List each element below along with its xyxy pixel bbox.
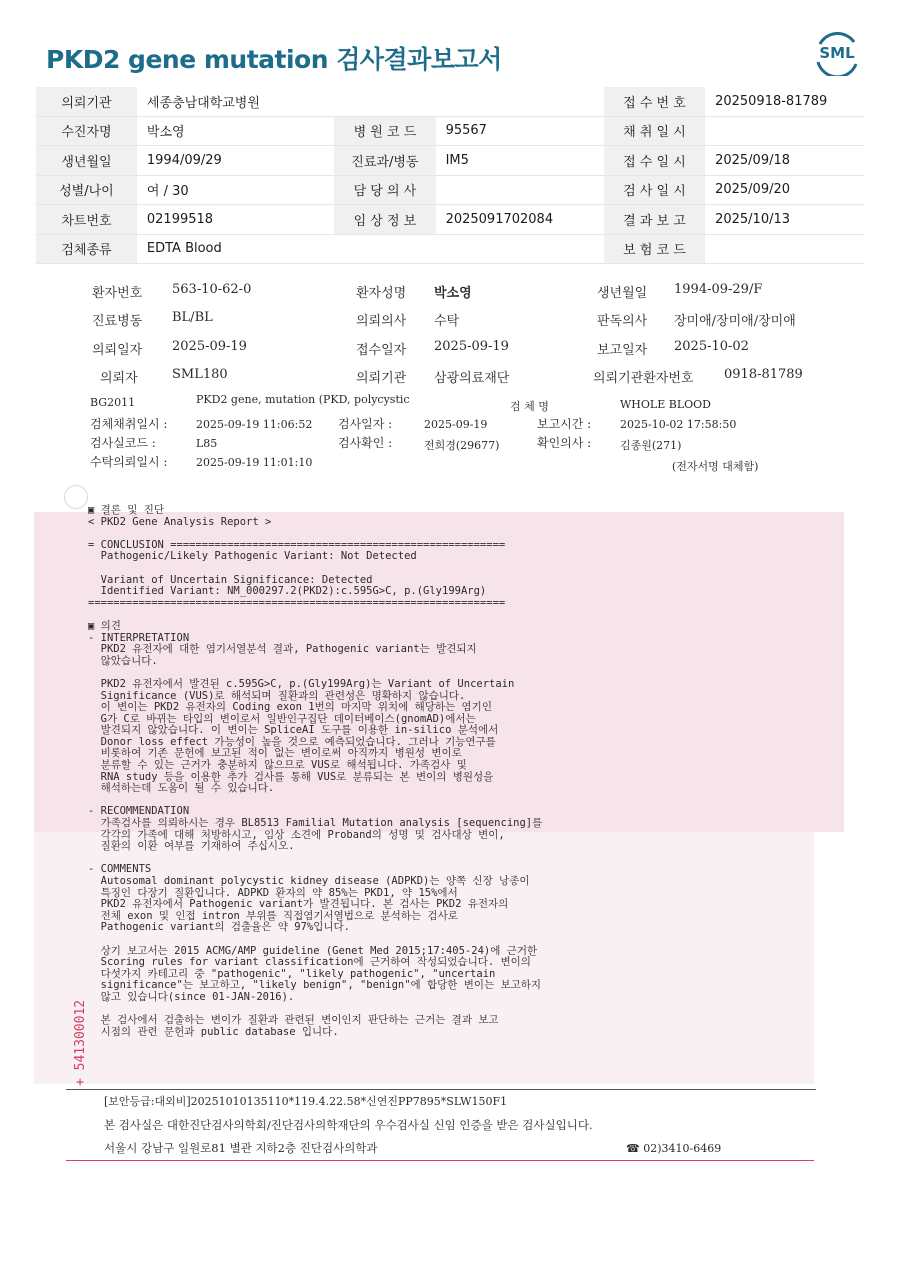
spec-value-4: L85 — [196, 437, 218, 450]
patient-value-r3c1: 2025-09-19 — [172, 339, 247, 354]
spec-value-2: 2025-09-19 — [424, 418, 488, 431]
header-row — [36, 175, 864, 205]
header-label: 의뢰기관 — [36, 87, 137, 116]
header-row — [36, 146, 864, 176]
header-row — [36, 87, 864, 116]
punch-hole — [64, 485, 88, 509]
spec-value-3: 2025-10-02 17:58:50 — [620, 418, 737, 431]
header-label: 접 수 번 호 — [604, 87, 705, 116]
sml-logo — [812, 30, 862, 76]
spec-label-6: 확인의사 : — [537, 436, 592, 450]
logo-text: SML — [819, 44, 855, 62]
certification-text: 본 검사실은 대한진단검사의학회/진단검사의학재단의 우수검사실 신임 인증을 받은 검사실입니다. — [104, 1118, 593, 1132]
header-value: 2025091702084 — [436, 205, 604, 235]
header-table — [36, 87, 864, 264]
patient-value-r4c1: SML180 — [172, 367, 228, 382]
header-value: 여 / 30 — [137, 175, 334, 205]
spec-value-7: 2025-09-19 11:01:10 — [196, 456, 313, 469]
header-value — [705, 234, 864, 264]
header-value — [436, 175, 604, 205]
header-label: 검 사 일 시 — [604, 175, 705, 205]
e-signature-note: (전자서명 대체함) — [672, 460, 759, 473]
patient-value-r1c2: 박소영 — [434, 286, 472, 301]
patient-value-r2c3: 장미애/장미애/장미애 — [674, 314, 796, 329]
header-value: 95567 — [436, 116, 604, 146]
header-label: 담 당 의 사 — [334, 175, 435, 205]
lab-phone: ☎ 02)3410-6469 — [626, 1142, 722, 1155]
patient-label-r1c1: 환자번호 — [92, 286, 143, 301]
header-label: 차트번호 — [36, 205, 137, 235]
patient-label-r3c2: 접수일자 — [356, 343, 407, 358]
security-line: [보안등급:대외비]20251010135110*119.4.22.58*신연진PP7895*SLW150F1 — [104, 1095, 508, 1108]
spec-value-1: 2025-09-19 11:06:52 — [196, 418, 313, 431]
spec-label-1: 검체채취일시 : — [90, 417, 168, 431]
header-label: 검체종류 — [36, 234, 137, 264]
test-name: PKD2 gene, mutation (PKD, polycystic — [196, 393, 410, 406]
header-value: 세종충남대학교병원 — [137, 87, 334, 116]
lab-address: 서울시 강남구 일원로81 별관 지하2층 진단검사의학과 — [104, 1141, 378, 1155]
side-number-text: + 541300012 — [73, 999, 88, 1086]
spec-label-5: 검사확인 : — [338, 436, 393, 450]
sample-label: 검 체 명 — [510, 400, 549, 413]
patient-label-r3c3: 보고일자 — [597, 343, 648, 358]
sample-value: WHOLE BLOOD — [620, 398, 711, 411]
header-value: 02199518 — [137, 205, 334, 235]
header-row — [36, 205, 864, 235]
patient-label-r2c2: 의뢰의사 — [356, 314, 407, 329]
patient-value-r4c2: 삼광의료재단 — [434, 371, 510, 386]
header-label — [334, 234, 435, 264]
page-title: PKD2 gene mutation 검사결과보고서 — [46, 45, 502, 74]
patient-value-r4c3: 0918-81789 — [724, 367, 803, 382]
patient-label-r1c3: 생년월일 — [597, 286, 648, 301]
spec-value-6: 김종원(271) — [620, 439, 682, 452]
header-label: 임 상 정 보 — [334, 205, 435, 235]
header-value: 1994/09/29 — [137, 146, 334, 176]
patient-label-r4c1: 의뢰자 — [100, 371, 138, 386]
header-row — [36, 234, 864, 264]
footer-divider — [66, 1089, 816, 1090]
patient-label-r1c2: 환자성명 — [356, 286, 407, 301]
spec-label-2: 검사일자 : — [338, 417, 393, 431]
test-code: BG2011 — [90, 396, 136, 409]
spec-label-3: 보고시간 : — [537, 417, 592, 431]
header-value — [705, 116, 864, 146]
patient-label-r4c3: 의뢰기관환자번호 — [593, 371, 694, 386]
header-value: 2025/09/20 — [705, 175, 864, 205]
header-label: 결 과 보 고 — [604, 205, 705, 235]
header-row — [36, 116, 864, 146]
patient-label-r2c1: 진료병동 — [92, 314, 143, 329]
patient-label-r3c1: 의뢰일자 — [92, 343, 143, 358]
patient-label-r2c3: 판독의사 — [597, 314, 648, 329]
header-label: 접 수 일 시 — [604, 146, 705, 176]
patient-value-r1c3: 1994-09-29/F — [674, 282, 763, 297]
patient-value-r3c2: 2025-09-19 — [434, 339, 509, 354]
header-label: 생년월일 — [36, 146, 137, 176]
header-value — [436, 234, 604, 264]
patient-value-r2c1: BL/BL — [172, 310, 213, 325]
header-value: 2025/09/18 — [705, 146, 864, 176]
header-label: 병 원 코 드 — [334, 116, 435, 146]
header-value: IM5 — [436, 146, 604, 176]
header-value — [436, 87, 604, 116]
header-label: 성별/나이 — [36, 175, 137, 205]
header-value: 2025/10/13 — [705, 205, 864, 235]
side-barcode-number — [70, 968, 90, 1088]
spec-label-4: 검사실코드 : — [90, 436, 156, 450]
header-label: 채 취 일 시 — [604, 116, 705, 146]
footer-red-line — [66, 1160, 814, 1161]
header-label — [334, 87, 435, 116]
header-value: EDTA Blood — [137, 234, 334, 264]
header-label: 보 험 코 드 — [604, 234, 705, 264]
header-value: 박소영 — [137, 116, 334, 146]
spec-value-5: 전희경(29677) — [424, 439, 500, 452]
patient-label-r4c2: 의뢰기관 — [356, 371, 407, 386]
report-body: ▣ 결론 및 진단 < PKD2 Gene Analysis Report > = CONCLUSION ===================================================== Pathogenic/Likely Pathogenic Variant: Not Detected Variant of Uncertain Significance: Detected Identified Variant: NM_000297.2(PKD2):c.595G>C, p.(Gly199Arg) ================================================================== ▣ 의견 - INTERPRETATION PKD2 유전자에 대한 염기서열분석 결과, Pathogenic variant는 발견되지 않았습니다. PKD2 유전자에서 발견된 c.595G>C, p.(Gly199Arg)는 Variant of Uncertain Significance (VUS)로 해석되며 질환과의 관련성은 명확하지 않습니다. 이 변이는 PKD2 유전자의 Coding exon 1번의 마지막 위치에 해당하는 염기인 G가 C로 바뀌는 타입의 변이로서 일반인구집단 데이터베이스(gnomAD)에서는 발견되지 않았습니다. 이 변이는 SpliceAI 도구를 이용한 in-silico 분석에서 Donor loss effect 가능성이 높을 것으로 예측되었습니다. 그러나 기능연구를 비롯하여 기존 문헌에 보고된 적이 없는 변이로써 아직까지 병원성 변이로 분류할 수 있는 근거가 충분하지 않으므로 VUS로 해석됩니다. 가족검사 및 RNA study 등을 이용한 추가 검사를 통해 VUS로 분류되는 본 변이의 병원성을 해석하는데 도움이 될 수 있습니다. - RECOMMENDATION 가족검사를 의뢰하시는 경우 BL8513 Familial Mutation analysis [sequencing]를 각각의 가족에 대해 처방하시고, 임상 소견에 Proband의 성명 및 검사대상 변이, 질환의 이환 여부를 기재하여 주십시오. - COMMENTS Autosomal dominant polycystic kidney disease (ADPKD)는 양쪽 신장 낭종이 특징인 다장기 질환입니다. ADPKD 환자의 약 85%는 PKD1, 약 15%에서 PKD2 유전자에서 Pathogenic variant가 발견됩니다. 본 검사는 PKD2 유전자의 전체 exon 및 인접 intron 부위를 직접염기서열법으로 분석하는 검사로 Pathogenic variant의 검출율은 약 97%입니다. 상기 보고서는 2015 ACMG/AMP guideline (Genet Med 2015;17:405-24)에 근거한 Scoring rules for variant classification에 근거하여 작성되었습니다. 변이의 다섯가지 카테고리 중 "pathogenic", "likely pathogenic", "uncertain significance"는 보고하고, "likely benign", "benign"에 합당한 변이는 보고하지 않고 있습니다(since 01-JAN-2016). 본 검사에서 검출하는 변이가 질환과 관련된 변이인지 판단하는 근거는 결과 보고 시점의 관련 문헌과 public database 입니다. — [88, 504, 543, 1038]
patient-value-r1c1: 563-10-62-0 — [172, 282, 252, 297]
spec-label-7: 수탁의뢰일시 : — [90, 455, 168, 469]
header-value: 20250918-81789 — [705, 87, 864, 116]
header-label: 수진자명 — [36, 116, 137, 146]
header-label: 진료과/병동 — [334, 146, 435, 176]
patient-value-r2c2: 수탁 — [434, 314, 460, 329]
patient-value-r3c3: 2025-10-02 — [674, 339, 749, 354]
